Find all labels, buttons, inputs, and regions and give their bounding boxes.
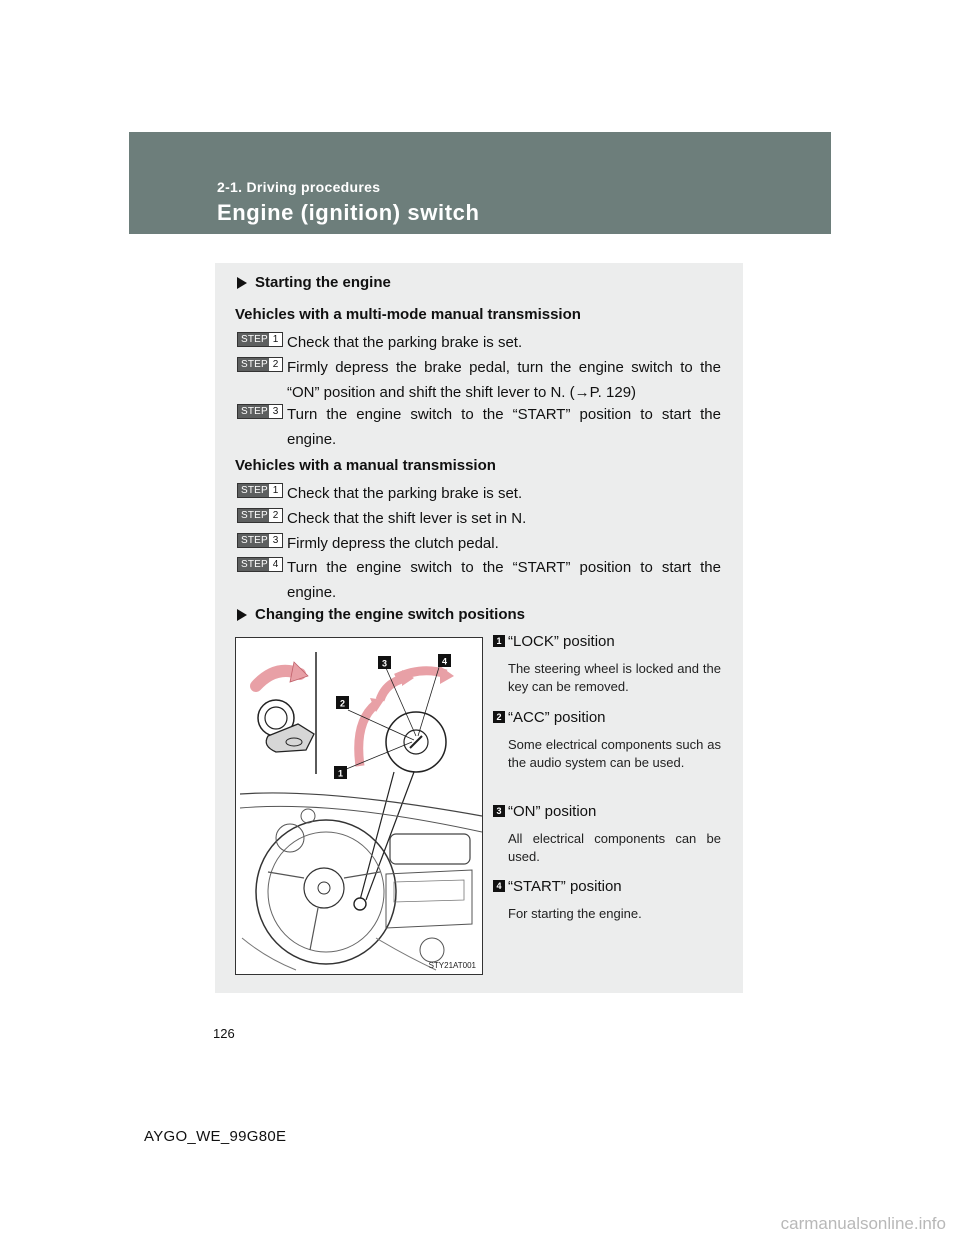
ignition-illustration <box>236 638 482 974</box>
position-list <box>493 631 721 923</box>
position-desc: For starting the engine. <box>508 906 642 921</box>
position-number: 4 <box>493 880 505 892</box>
changing-heading-text: Changing the engine switch positions <box>255 606 526 623</box>
position-item-acc <box>493 707 721 801</box>
mmt-step-3 <box>237 402 721 452</box>
ignition-switch-figure <box>235 637 483 975</box>
step-text: Turn the engine switch to the “START” position to start the engine. <box>287 559 721 601</box>
mt-step-4 <box>237 555 721 605</box>
position-title: “ON” position <box>508 803 597 820</box>
step-text: Firmly depress the clutch pedal. <box>287 535 499 552</box>
position-title: “START” position <box>508 878 622 895</box>
step-badge: STEP 3 <box>237 404 283 419</box>
position-title: “ACC” position <box>508 709 606 726</box>
step-text: Check that the parking brake is set. <box>287 334 523 351</box>
mt-step-1 <box>237 481 721 506</box>
triangle-bullet-icon <box>237 609 247 621</box>
step-badge: STEP 4 <box>237 557 283 572</box>
svg-text:4: 4 <box>441 656 448 667</box>
callout-3 <box>378 656 391 669</box>
mt-step-3 <box>237 531 721 556</box>
callout-1 <box>334 766 347 779</box>
mt-group-title: Vehicles with a manual transmission <box>235 457 496 474</box>
starting-heading-text: Starting the engine <box>255 274 391 291</box>
position-desc: Some electrical components such as the audio system can be used. <box>508 737 721 770</box>
section-label: 2-1. Driving procedures <box>217 179 381 195</box>
changing-heading <box>235 606 525 623</box>
position-item-on <box>493 801 721 876</box>
content-panel <box>215 263 743 993</box>
section-header <box>129 132 831 234</box>
step-text: Check that the shift lever is set in N. <box>287 510 527 527</box>
page-number: 126 <box>213 1026 235 1041</box>
page-title: Engine (ignition) switch <box>217 200 480 225</box>
step-text: Turn the engine switch to the “START” position to start the engine. <box>287 406 721 448</box>
position-number: 2 <box>493 711 505 723</box>
step-badge: STEP 2 <box>237 357 283 372</box>
mmt-group-title: Vehicles with a multi-mode manual transmission <box>235 306 581 323</box>
document-code: AYGO_WE_99G80E <box>144 1128 287 1145</box>
position-item-start <box>493 876 721 923</box>
position-title: “LOCK” position <box>508 633 615 650</box>
callout-2 <box>336 696 349 709</box>
step-text: Check that the parking brake is set. <box>287 485 523 502</box>
svg-text:1: 1 <box>337 768 344 779</box>
svg-text:2: 2 <box>339 698 346 709</box>
callout-4 <box>438 654 451 667</box>
step-badge: STEP 2 <box>237 508 283 523</box>
position-number: 1 <box>493 635 505 647</box>
step-badge: STEP 1 <box>237 332 283 347</box>
figure-code: STY21AT001 <box>428 961 476 970</box>
starting-heading <box>235 274 391 291</box>
position-number: 3 <box>493 805 505 817</box>
svg-text:3: 3 <box>381 658 388 669</box>
step-badge: STEP 3 <box>237 533 283 548</box>
triangle-bullet-icon <box>237 277 247 289</box>
mt-step-2 <box>237 506 721 531</box>
position-desc: All electrical components can be used. <box>508 831 721 864</box>
step-badge: STEP 1 <box>237 483 283 498</box>
mmt-step-2 <box>237 355 721 405</box>
step-text: Firmly depress the brake pedal, turn the engine switch to the “ON” position and shift the shift lever to N. (→P. 129) <box>287 359 721 401</box>
position-item-lock <box>493 631 721 707</box>
watermark: carmanualsonline.info <box>780 1214 946 1233</box>
mmt-step-1 <box>237 330 721 355</box>
position-desc: The steering wheel is locked and the key can be removed. <box>508 661 721 694</box>
